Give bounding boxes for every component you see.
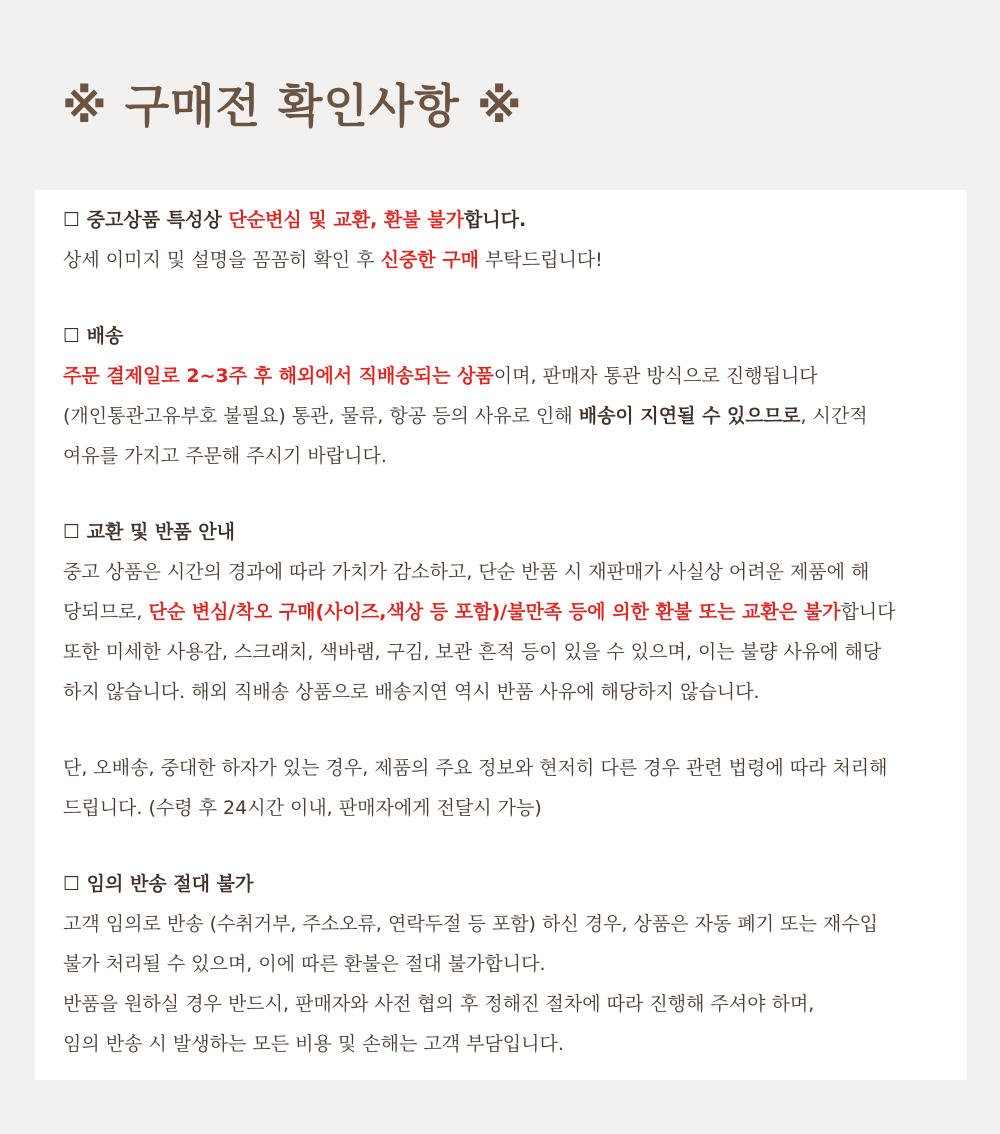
text-segment: 불가 처리될 수 있으며, 이에 따른 환불은 절대 불가합니다.	[63, 953, 546, 975]
section-exceptions	[63, 748, 963, 828]
notice-line	[63, 552, 963, 592]
notice-line	[63, 200, 963, 240]
text-segment: 주문 결제일로	[63, 365, 187, 387]
notice-line	[63, 632, 963, 672]
text-segment: 여유를 가지고 주문해 주시기 바랍니다.	[63, 445, 387, 467]
section-used-goods	[63, 200, 963, 280]
text-segment: 합니다	[840, 601, 896, 623]
text-segment: 임의 반송 시 발생하는 모든 비용 및 손해는 고객 부담입니다.	[63, 1033, 564, 1055]
section-no-arbitrary-return	[63, 864, 963, 1064]
notice-line	[63, 512, 963, 552]
text-segment: 드립니다. (수령 후 24시간 이내, 판매자에게 전달시 가능)	[63, 797, 542, 819]
notice-line	[63, 592, 963, 632]
text-segment: 합니다.	[463, 209, 527, 231]
text-segment: 부탁드립니다!	[478, 249, 603, 271]
text-segment: 중고 상품은 시간의 경과에 따라 가치가 감소하고, 단순 반품 시 재판매가 사실상 어려운 제품에 해	[63, 561, 870, 583]
notice-line	[63, 436, 963, 476]
text-segment: 하지 않습니다. 해외 직배송 상품으로 배송지연 역시 반품 사유에 해당하지 않습니다.	[63, 681, 760, 703]
text-segment: 단, 오배송, 중대한 하자가 있는 경우, 제품의 주요 정보와 현저히 다른 경우 관련 법령에 따라 처리해	[63, 757, 888, 779]
text-segment: 또한 미세한 사용감, 스크래치, 색바램, 구김, 보관 흔적 등이 있을 수 있으며, 이는 불량 사유에 해당	[63, 641, 882, 663]
notice-line	[63, 984, 963, 1024]
notice-line	[63, 240, 963, 280]
notice-line	[63, 1024, 963, 1064]
notice-line	[63, 356, 963, 396]
highlight-careful-purchase: 신중한 구매	[380, 249, 479, 271]
notice-line	[63, 748, 963, 788]
section-heading-exchange-return: ☐ 교환 및 반품 안내	[63, 521, 235, 543]
text-segment: 고객 임의로 반송 (수취거부, 주소오류, 연락두절 등 포함) 하신 경우, 상품은 자동 폐기 또는 재수입	[63, 913, 878, 935]
highlight-no-exchange: 단순 변심/착오 구매(사이즈,색상 등 포함)/불만족 등에 의한 환불 또는 교환은 불가	[148, 601, 841, 623]
notice-line	[63, 944, 963, 984]
section-heading-shipping: ☐ 배송	[63, 325, 124, 347]
text-segment: , 시간적	[800, 405, 868, 427]
notice-line	[63, 316, 963, 356]
text-segment: 이며, 판매자 통관 방식으로 진행됩니다	[493, 365, 818, 387]
notice-line	[63, 788, 963, 828]
text-segment: 상세 이미지 및 설명을 꼼꼼히 확인 후	[63, 249, 381, 271]
notice-line	[63, 864, 963, 904]
section-exchange-return	[63, 512, 963, 712]
notice-line	[63, 904, 963, 944]
text-segment: (개인통관고유부호 불필요) 통관, 물류, 항공 등의 사유로 인해	[63, 405, 579, 427]
highlight-delay: 배송이 지연될 수 있으므로	[578, 405, 801, 427]
section-heading-no-arbitrary-return: ☐ 임의 반송 절대 불가	[63, 873, 254, 895]
notice-content	[63, 200, 963, 1064]
section-heading-used-goods: ☐ 중고상품 특성상	[63, 209, 229, 231]
section-shipping	[63, 316, 963, 476]
notice-line	[63, 672, 963, 712]
notice-line	[63, 396, 963, 436]
text-segment: 당되므로,	[63, 601, 149, 623]
highlight-shipping-time: 2~3주 후 해외에서 직배송되는 상품	[186, 365, 494, 387]
text-segment: 반품을 원하실 경우 반드시, 판매자와 사전 협의 후 정해진 절차에 따라 진행해 주셔야 하며,	[63, 993, 815, 1015]
page-title: ※ 구매전 확인사항 ※	[62, 79, 523, 133]
highlight-no-refund: 단순변심 및 교환, 환불 불가	[228, 209, 464, 231]
